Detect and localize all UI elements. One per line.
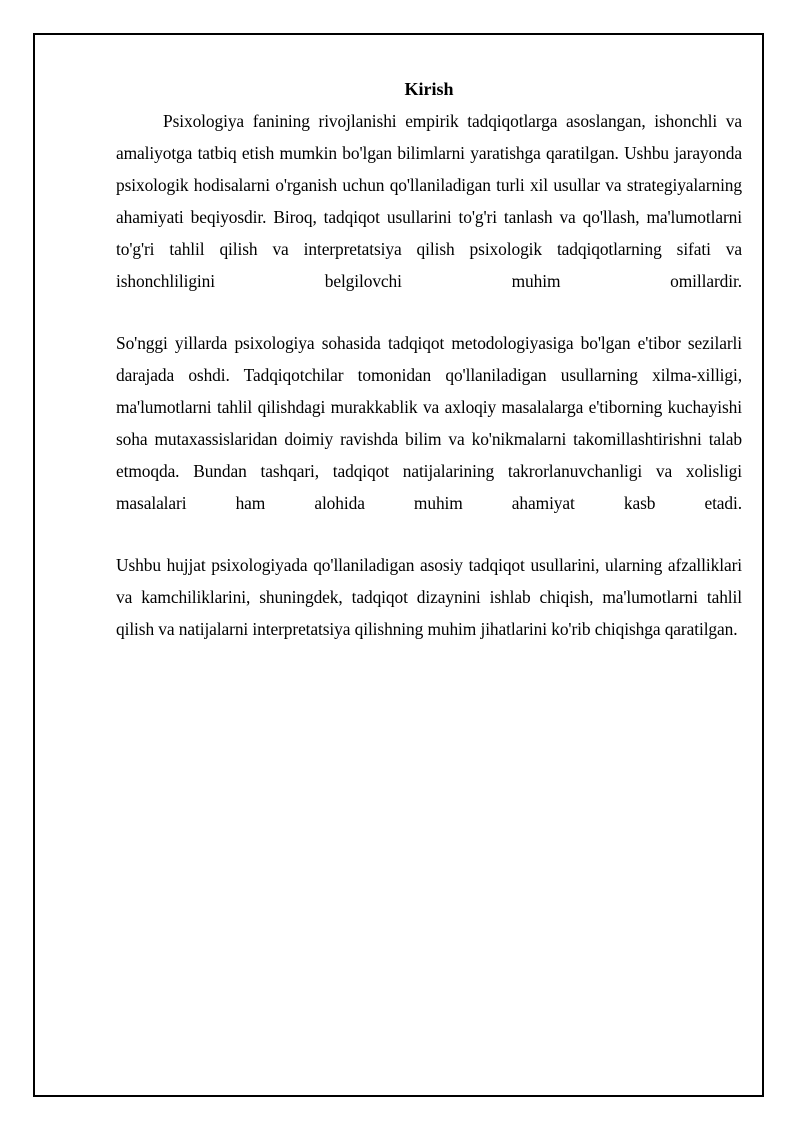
document-body [116,77,742,645]
paragraph-gap [116,519,742,549]
paragraph-intro: Psixologiya fanining rivojlanishi empirik tadqiqotlarga asoslangan, ishonchli va amaliyotga tatbiq etish mumkin bo'lgan bilimlarni yaratishga qaratilgan. Ushbu jarayonda psixologik hodisalarni o'rganish uchun qo'llaniladigan turli xil usullar va strategiyalarning ahamiyati beqiyosdir. Biroq, tadqiqot usullarini to'g'ri tanlash va qo'llash, ma'lumotlarni to'g'ri tahlil qilish va interpretatsiya qilish psixologik tadqiqotlarning sifati va ishonchliligini belgilovchi muhim omillardir. [116,111,742,291]
paragraph-gap [116,297,742,327]
document-title: Kirish [404,79,454,99]
paragraph-methodology: So'nggi yillarda psixologiya sohasida tadqiqot metodologiyasiga bo'lgan e'tibor sezilarli darajada oshdi. Tadqiqotchilar tomonidan qo'llaniladigan usullarning xilma-xilligi, ma'lumotlarni tahlil qilishdagi murakkablik va axloqiy masalalarga e'tiborning kuchayishi soha mutaxassislaridan doimiy ravishda bilim va ko'nikmalarni takomillashtirishni talab etmoqda. Bundan tashqari, tadqiqot natijalarining takrorlanuvchanligi va xolisligi masalalari ham alohida muhim ahamiyat kasb etadi. [116,333,742,513]
paragraph-purpose: Ushbu hujjat psixologiyada qo'llaniladigan asosiy tadqiqot usullarini, ularning afzalliklari va kamchiliklarini, shuningdek, tadqiqot dizaynini ishlab chiqish, ma'lumotlarni tahlil qilish va natijalarni interpretatsiya qilishning muhim jihatlarini ko'rib chiqishga qaratilgan. [116,555,742,639]
